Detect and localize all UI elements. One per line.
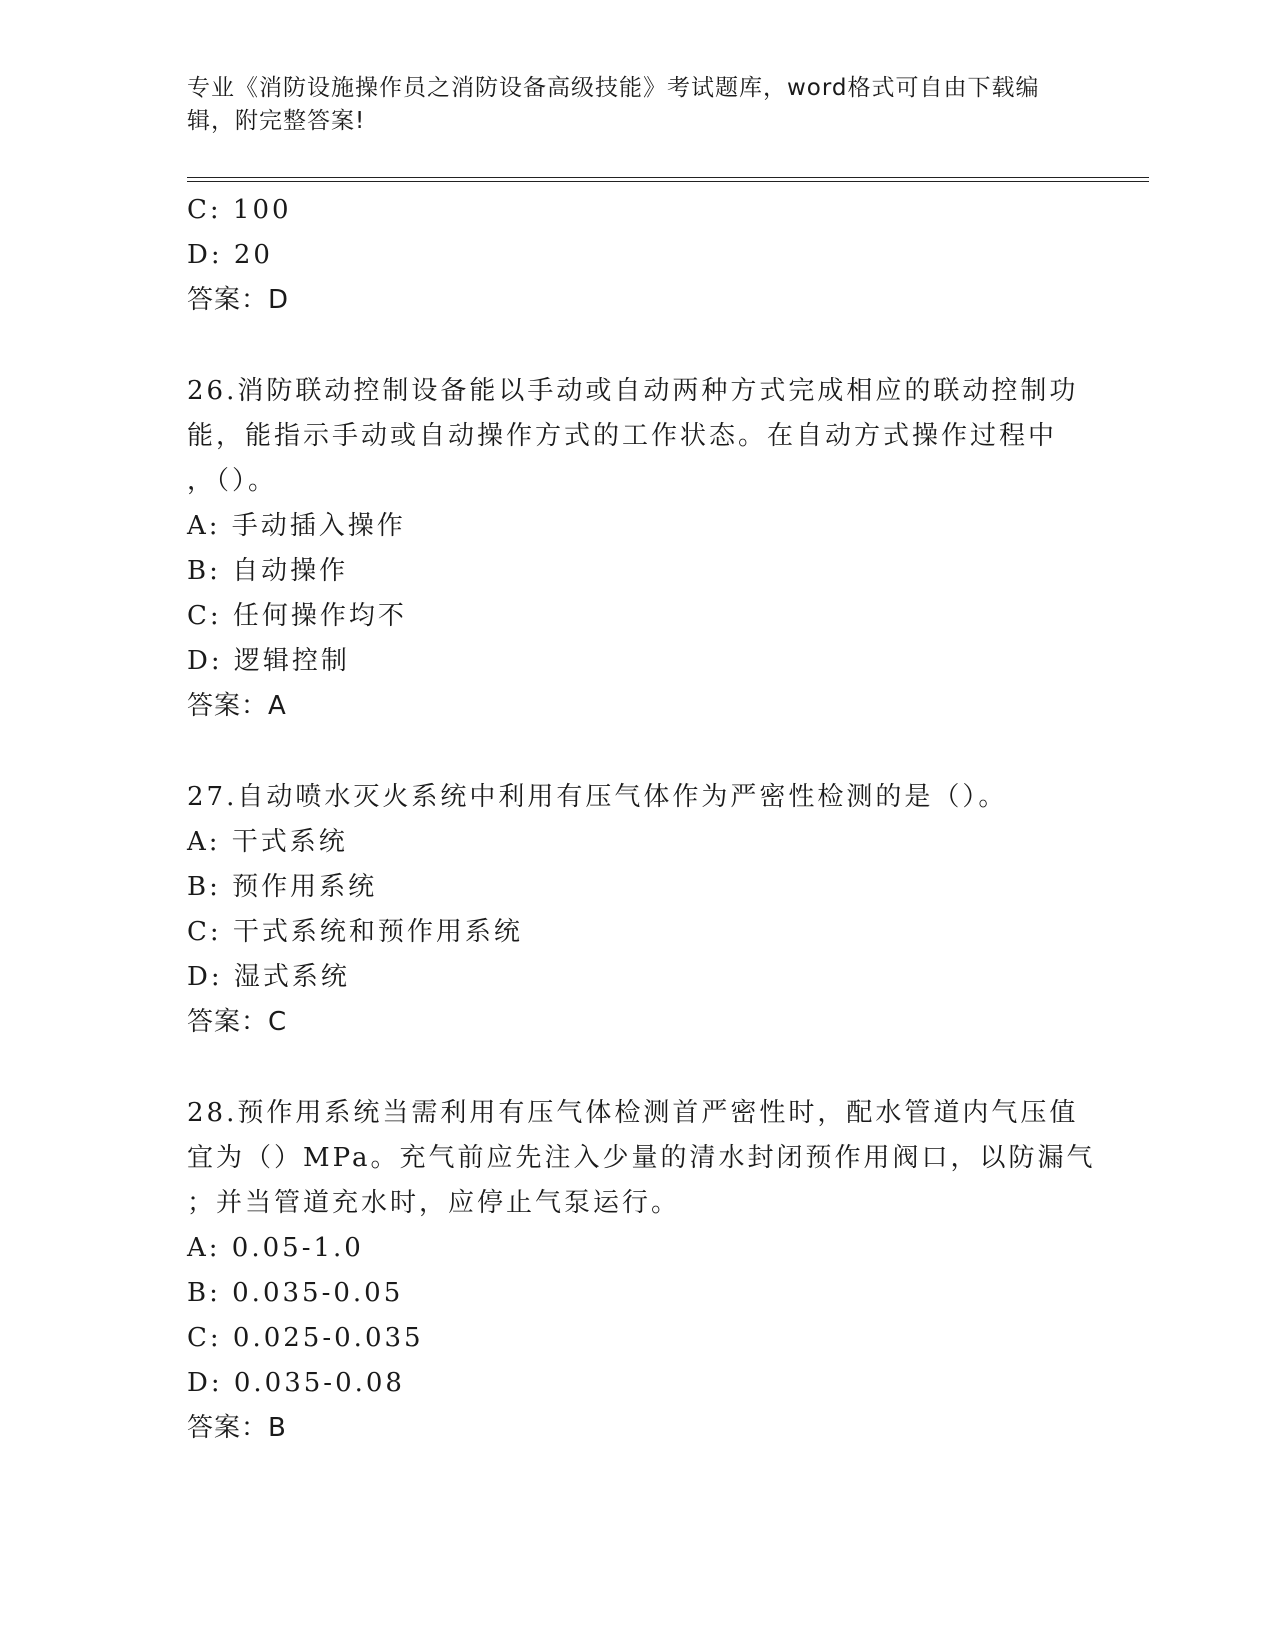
option-c: C: 100 (187, 195, 292, 225)
question-27 (187, 775, 1087, 1045)
prev-question-block (187, 188, 1087, 323)
header-line-1: 专业《消防设施操作员之消防设备高级技能》考试题库，word格式可自由下载编 (187, 75, 1040, 101)
answer: 答案：A (187, 691, 287, 721)
header-rule-bottom (187, 181, 1149, 182)
question-text-line: 27.自动喷水灭火系统中利用有压气体作为严密性检测的是（）。 (187, 782, 1008, 812)
option-a: A: 手动插入操作 (187, 511, 406, 541)
question-28 (187, 1091, 1096, 1451)
option-c: C: 任何操作均不 (187, 601, 407, 631)
document-body (187, 188, 1096, 1451)
question-text-line: ，（）。 (187, 466, 278, 496)
option-a: A: 0.05-1.0 (187, 1233, 364, 1263)
question-text-line: 28.预作用系统当需利用有压气体检测首严密性时，配水管道内气压值 (187, 1098, 1079, 1128)
header-line-2: 辑，附完整答案! (187, 108, 366, 134)
header-rule-top (187, 177, 1149, 178)
option-d: D: 20 (187, 240, 273, 270)
option-c: C: 0.025-0.035 (187, 1323, 424, 1353)
question-26 (187, 369, 1087, 729)
option-d: D: 逻辑控制 (187, 646, 350, 676)
option-c: C: 干式系统和预作用系统 (187, 917, 523, 947)
question-text-line: 宜为（）MPa。充气前应先注入少量的清水封闭预作用阀口，以防漏气 (187, 1143, 1096, 1173)
option-b: B: 预作用系统 (187, 872, 378, 902)
answer: 答案：C (187, 1007, 288, 1037)
option-d: D: 0.035-0.08 (187, 1368, 405, 1398)
question-text-line: ；并当管道充水时，应停止气泵运行。 (187, 1188, 681, 1218)
option-b: B: 0.035-0.05 (187, 1278, 404, 1308)
question-text-line: 26.消防联动控制设备能以手动或自动两种方式完成相应的联动控制功 (187, 376, 1079, 406)
document-header (187, 72, 1067, 138)
option-a: A: 干式系统 (187, 827, 348, 857)
answer: 答案：B (187, 1413, 287, 1443)
answer: 答案：D (187, 285, 290, 315)
option-b: B: 自动操作 (187, 556, 349, 586)
option-d: D: 湿式系统 (187, 962, 350, 992)
question-text-line: 能，能指示手动或自动操作方式的工作状态。在自动方式操作过程中 (187, 421, 1058, 451)
